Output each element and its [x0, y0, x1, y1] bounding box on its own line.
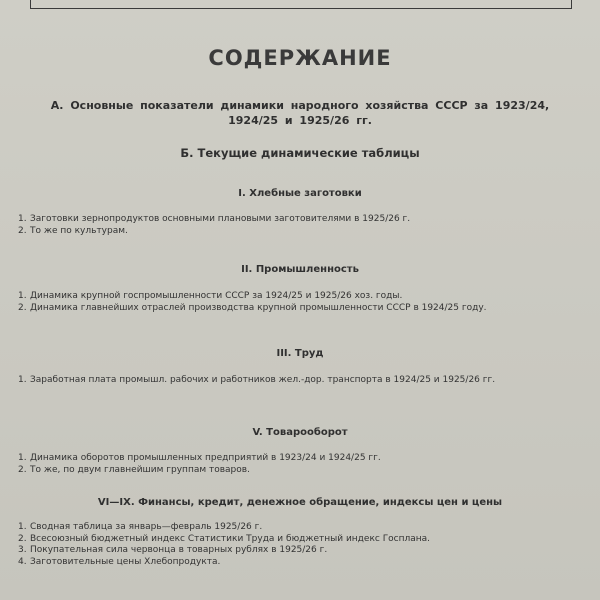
item-number: 1. [18, 375, 27, 385]
item-text: Заготовки зернопродуктов основными плановыми заготовителями в 1925/26 г. [30, 214, 411, 224]
list-item [18, 465, 528, 476]
item-text: Заготовительные цены Хлебопродукта. [30, 556, 221, 567]
item-number: 1. [18, 214, 27, 224]
group-heading-grain: I. Хлебные заготовки [238, 188, 362, 199]
item-number: 1. [18, 522, 27, 532]
group-list-finance [18, 522, 528, 568]
item-text: Динамика оборотов промышленных предприятий в 1923/24 и 1924/25 гг. [30, 453, 381, 463]
item-number: 2. [18, 302, 27, 313]
group-heading-industry: II. Промышленность [241, 264, 359, 275]
item-text: Динамика крупной госпромышленности СССР за 1924/25 и 1925/26 хоз. годы. [30, 291, 403, 301]
item-number: 1. [18, 291, 27, 301]
section-b-heading: Б. Текущие динамические таблицы [180, 146, 420, 160]
group-list-trade [18, 453, 528, 476]
item-number: 2. [18, 464, 27, 475]
item-number: 2. [18, 225, 27, 236]
group-heading-trade: V. Товарооборот [252, 427, 348, 438]
group-list-labor [18, 375, 528, 387]
item-text: Заработная плата промышл. рабочих и работников жел.-дор. транспорта в 1924/25 и 1925/26 гг. [30, 375, 496, 385]
list-item [18, 522, 528, 533]
list-item [18, 303, 528, 314]
item-text: Сводная таблица за январь—февраль 1925/26 г. [30, 522, 263, 532]
item-number: 2. [18, 533, 27, 544]
list-item [18, 453, 528, 464]
item-text: Всесоюзный бюджетный индекс Статистики Труда и бюджетный индекс Госплана. [30, 533, 431, 544]
group-list-industry [18, 291, 528, 314]
group-list-grain [18, 214, 528, 237]
item-text: То же по культурам. [30, 225, 128, 236]
section-a-heading: А. Основные показатели динамики народного хозяйства СССР за 1923/24, 1924/25 и 1925/26 гг. [50, 99, 550, 127]
group-heading-labor: III. Труд [276, 348, 324, 359]
item-text: Динамика главнейших отраслей производства крупной промышленности СССР в 1924/25 году. [30, 302, 487, 313]
list-item [18, 557, 528, 568]
item-text: Покупательная сила червонца в товарных рублях в 1925/26 г. [30, 545, 328, 555]
list-item [18, 545, 528, 556]
list-item [18, 214, 528, 225]
item-number: 3. [18, 545, 27, 555]
group-heading-finance: VI—IX. Финансы, кредит, денежное обращение, индексы цен и цены [97, 497, 503, 508]
top-border-rule [30, 0, 572, 9]
item-number: 1. [18, 453, 27, 463]
item-text: То же, по двум главнейшим группам товаров. [30, 464, 250, 475]
item-number: 4. [18, 556, 27, 567]
list-item [18, 534, 528, 545]
list-item [18, 375, 528, 386]
page-title: СОДЕРЖАНИЕ [208, 46, 392, 70]
list-item [18, 291, 528, 302]
list-item [18, 226, 528, 237]
